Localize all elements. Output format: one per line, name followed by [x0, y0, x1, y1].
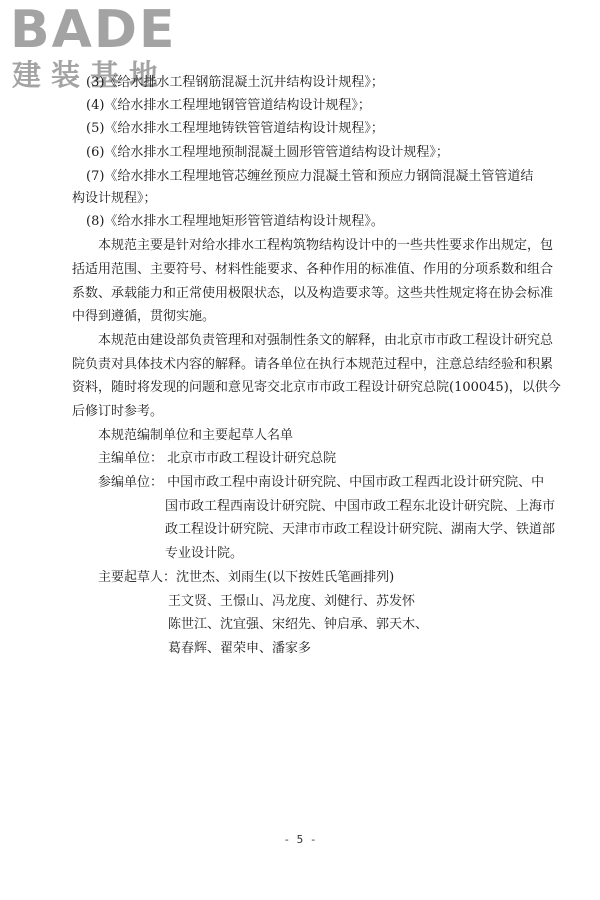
participating-units-line: 政工程设计研究院、天津市市政工程设计研究院、湖南大学、铁道部	[165, 522, 556, 537]
section-heading: 本规范编制单位和主要起草人名单	[98, 428, 294, 443]
paragraph-line: 括适用范围、主要符号、材料性能要求、各种作用的标准值、作用的分项系数和组合	[72, 262, 554, 277]
text-line: (6)《给水排水工程埋地预制混凝土圆形管管道结构设计规程》；	[86, 145, 449, 160]
participating-units-line: 参编单位： 中国市政工程中南设计研究院、中国市政工程西北设计研究院、中	[98, 475, 545, 490]
drafters-line: 主要起草人：沈世杰、刘雨生(以下按姓氏笔画排列)	[98, 570, 395, 585]
text-line: (4)《给水排水工程埋地钢管管道结构设计规程》；	[86, 98, 371, 113]
text-line: (8)《给水排水工程埋地矩形管管道结构设计规程》。	[86, 214, 384, 229]
paragraph-line: 中得到遵循，贯彻实施。	[72, 309, 216, 324]
chief-unit-line: 主编单位： 北京市市政工程设计研究总院	[98, 451, 337, 466]
logo-subtitle: 建装基地	[12, 58, 169, 92]
text-line: 构设计规程》；	[72, 191, 157, 206]
drafters-names: 陈世江、沈宜强、宋绍先、钟启承、郭天木、	[168, 617, 429, 632]
paragraph-line: 资料，随时将发现的问题和意见寄交北京市市政工程设计研究总院(100045)，以供今	[72, 380, 561, 395]
drafters-names: 葛春辉、翟荣申、潘家多	[168, 641, 312, 656]
paragraph-line: 本规范主要是针对给水排水工程构筑物结构设计中的一些共性要求作出规定，包	[98, 238, 554, 253]
drafters-names: 王文贤、王憬山、冯龙度、刘健行、苏发怀	[168, 594, 416, 609]
text-line: (3)《给水排水工程钢筋混凝土沉井结构设计规程》；	[86, 75, 384, 90]
paragraph-line: 系数、承载能力和正常使用极限状态，以及构造要求等。这些共性规定将在协会标准	[72, 286, 554, 301]
logo-wordmark: BADE	[10, 0, 177, 60]
paragraph-line: 后修订时参考。	[72, 404, 164, 419]
paragraph-line: 本规范由建设部负责管理和对强制性条文的解释，由北京市市政工程设计研究总	[98, 333, 554, 348]
participating-units-line: 国市政工程西南设计研究院、中国市政工程东北设计研究院、上海市	[165, 499, 556, 514]
page-number: - 5 -	[283, 833, 317, 846]
text-line: (5)《给水排水工程埋地铸铁管管道结构设计规程》；	[86, 121, 384, 136]
text-line: (7)《给水排水工程埋地管芯缠丝预应力混凝土管和预应力钢筒混凝土管管道结	[86, 169, 534, 184]
participating-units-line: 专业设计院。	[165, 546, 244, 561]
paragraph-line: 院负责对具体技术内容的解释。请各单位在执行本规范过程中，注意总结经验和积累	[72, 357, 554, 372]
